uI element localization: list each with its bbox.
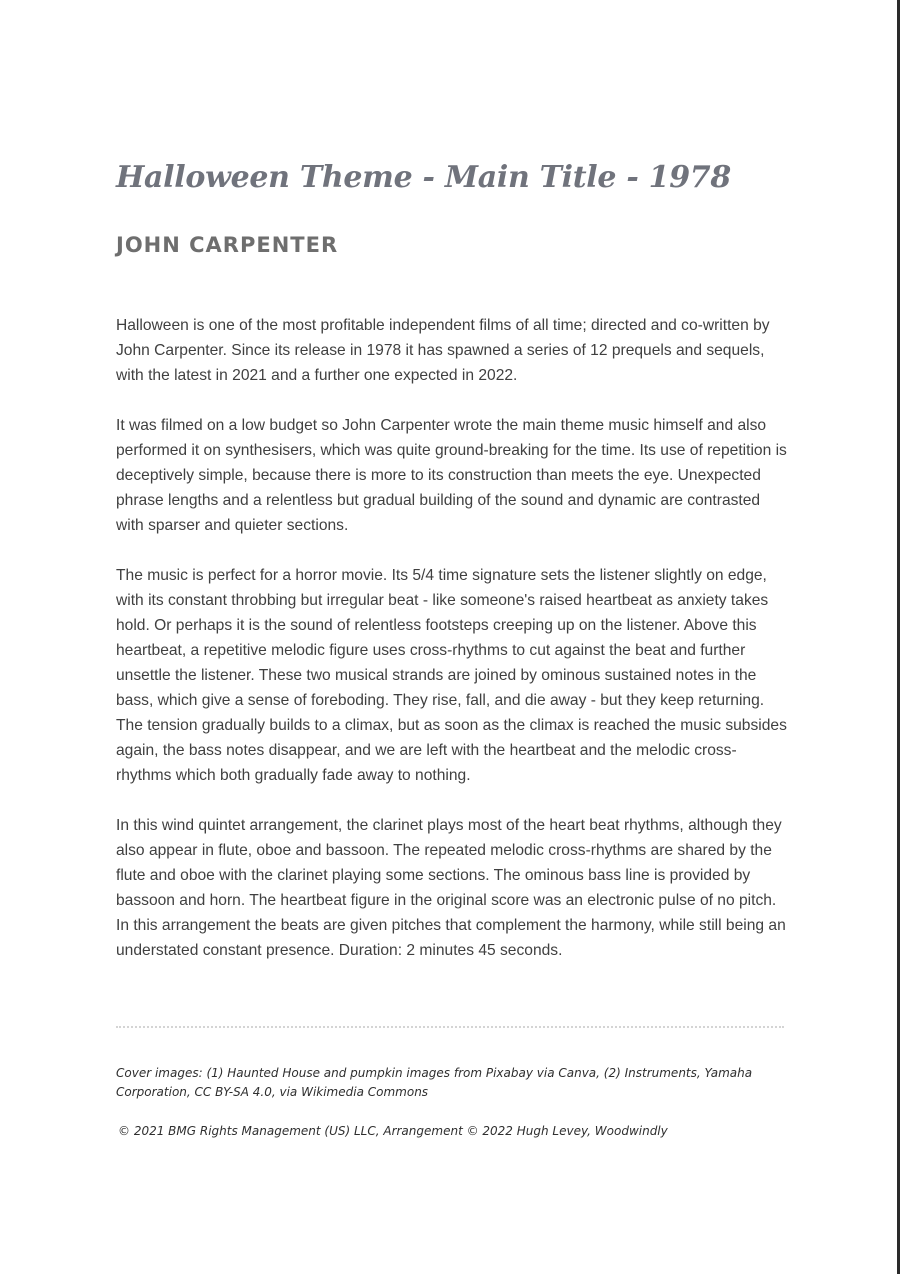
page-title: Halloween Theme - Main Title - 1978	[116, 160, 731, 195]
paragraph-production: It was filmed on a low budget so John Carpenter wrote the main theme music himself and also performed it on synthesisers, which was quite ground-breaking for the time. Its use of repetition is deceptively simple, because there is more to its construction than meets the eye. Unexpected phrase lengths and a relentless but gradual building of the sound and dynamic are contrasted with sparser and quieter sections.	[116, 417, 787, 534]
paragraph-music-analysis: The music is perfect for a horror movie. Its 5/4 time signature sets the listener slightly on edge, with its constant throbbing but irregular beat - like someone's raised heartbeat as anxiety takes hold. Or perhaps it is the sound of relentless footsteps creeping up on the listener. Above this heartbeat, a repetitive melodic figure uses cross-rhythms to cut against the beat and further unsettle the listener. These two musical strands are joined by ominous sustained notes in the bass, which give a sense of foreboding. They rise, fall, and die away - but they keep returning. The tension gradually builds to a climax, but as soon as the climax is reached the music subsides again, the bass notes disappear, and we are left with the heartbeat and the melodic cross-rhythms which both gradually fade away to nothing.	[116, 567, 787, 784]
description-body	[116, 313, 788, 988]
paragraph-arrangement: In this wind quintet arrangement, the clarinet plays most of the heart beat rhythms, although they also appear in flute, oboe and bassoon. The repeated melodic cross-rhythms are shared by the flute and oboe with the clarinet playing some sections. The ominous bass line is provided by bassoon and horn. The heartbeat figure in the original score was an electronic pulse of no pitch. In this arrangement the beats are given pitches that complement the harmony, while still being an understated constant presence. Duration: 2 minutes 45 seconds.	[116, 817, 786, 959]
copyright-notice: © 2021 BMG Rights Management (US) LLC, Arrangement © 2022 Hugh Levey, Woodwindly	[118, 1124, 668, 1138]
image-credits: Cover images: (1) Haunted House and pumpkin images from Pixabay via Canva, (2) Instruments, Yamaha Corporation, CC BY-SA 4.0, via Wikimedia Commons	[116, 1066, 753, 1099]
paragraph-intro: Halloween is one of the most profitable independent films of all time; directed and co-written by John Carpenter. Since its release in 1978 it has spawned a series of 12 prequels and sequels, with the latest in 2021 and a further one expected in 2022.	[116, 317, 770, 384]
section-divider	[116, 1026, 784, 1028]
composer-name: JOHN CARPENTER	[116, 233, 339, 257]
